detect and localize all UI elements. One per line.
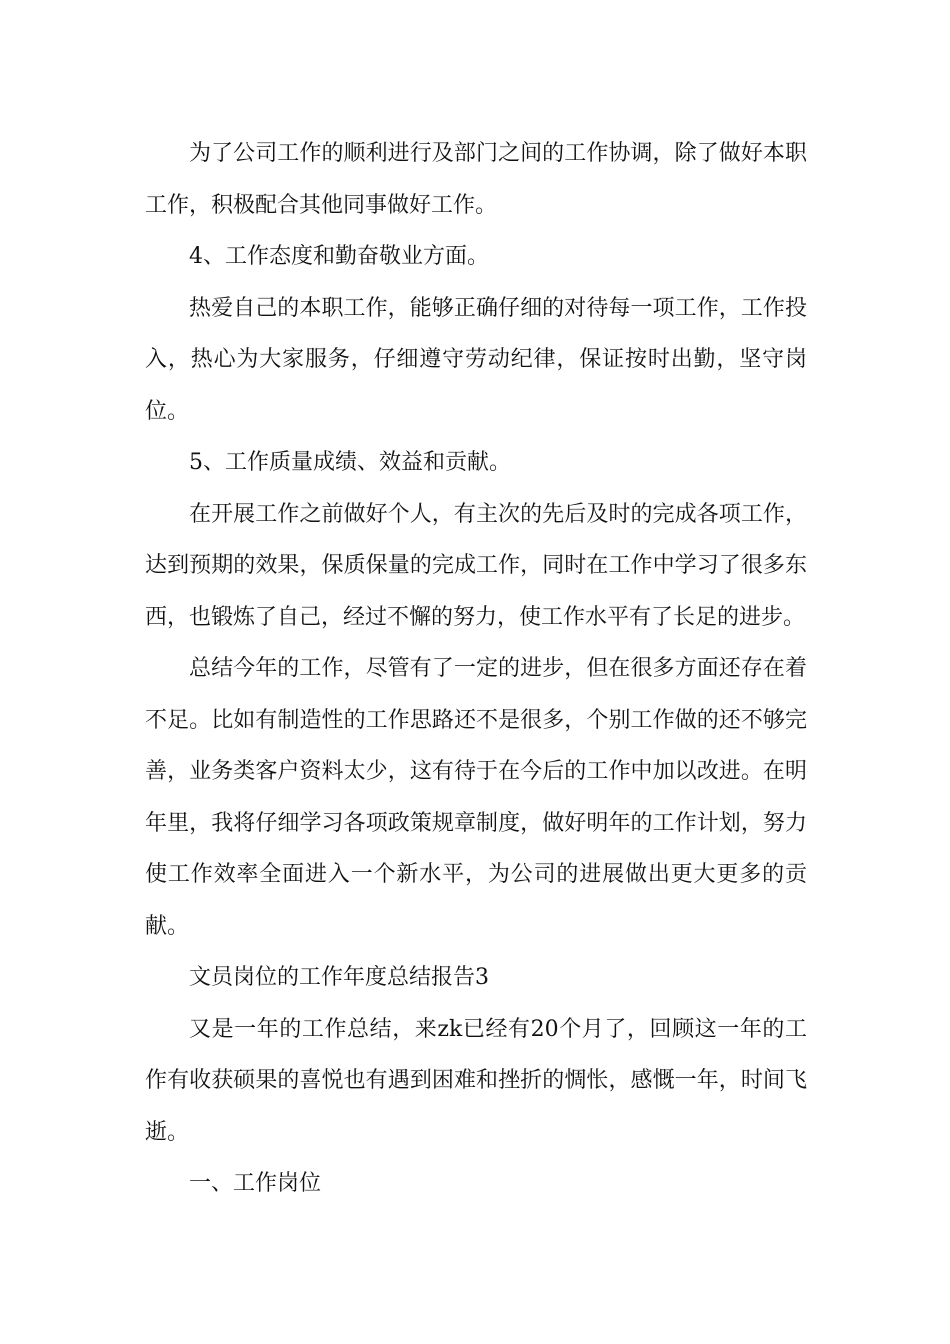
paragraph-work-quality: 在开展工作之前做好个人，有主次的先后及时的完成各项工作，达到预期的效果，保质保量的完成工作，同时在工作中学习了很多东西，也锻炼了自己，经过不懈的努力，使工作水平有了长足的进步。 [145,501,807,630]
heading-work-quality: 5、工作质量成绩、效益和贡献。 [189,450,511,475]
paragraph-intro: 又是一年的工作总结，来zk已经有20个月了，回顾这一年的工作有收获硕果的喜悦也有遇到困难和挫折的惆怅，感慨一年，时间飞逝。 [145,1016,807,1145]
report-title: 文员岗位的工作年度总结报告3 [189,965,489,990]
paragraph-coordination: 为了公司工作的顺利进行及部门之间的工作协调，除了做好本职工作，积极配合其他同事做好工作。 [145,141,807,218]
section-heading-job-position: 一、工作岗位 [189,1171,322,1196]
paragraph-work-attitude: 热爱自己的本职工作，能够正确仔细的对待每一项工作，工作投入，热心为大家服务，仔细遵守劳动纪律，保证按时出勤，坚守岗位。 [145,295,807,424]
paragraph-summary: 总结今年的工作，尽管有了一定的进步，但在很多方面还存在着不足。比如有制造性的工作思路还不是很多，个别工作做的还不够完善，业务类客户资料太少，这有待于在今后的工作中加以改进。在明年里，我将仔细学习各项政策规章制度，做好明年的工作计划，努力使工作效率全面进入一个新水平，为公司的进展做出更大更多的贡献。 [145,656,807,939]
document-body [145,128,807,1210]
heading-work-attitude: 4、工作态度和勤奋敬业方面。 [189,244,489,269]
